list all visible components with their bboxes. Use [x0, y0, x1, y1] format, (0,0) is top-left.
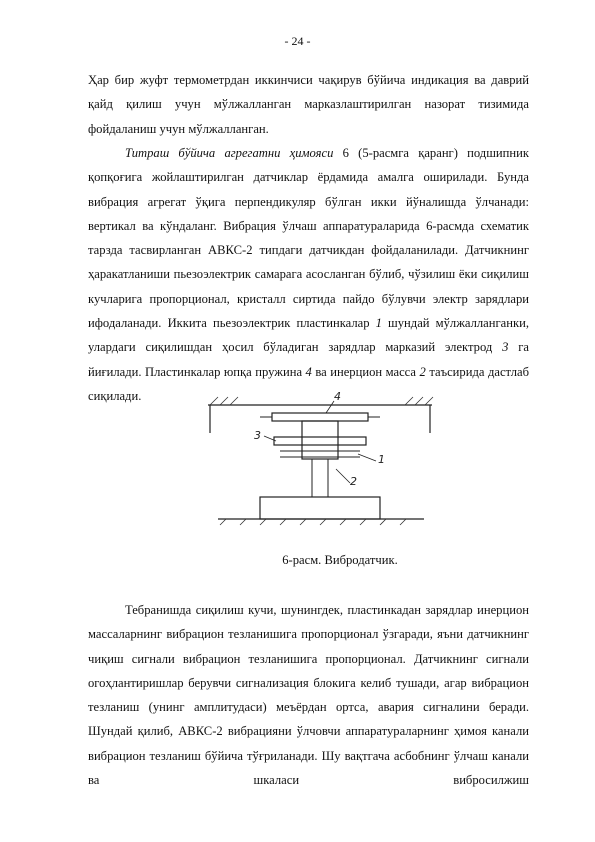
ref-number-3: 3 [502, 340, 509, 355]
ref-number-1: 1 [375, 316, 382, 331]
paragraph-1: Ҳар бир жуфт термометрдан иккинчиси чақирув бўйича индикация ва даврий қайд қилиш учун мўлжалланган марказлаштирилган назорат тизимида фойдаланиш учун мўлжалланган. [88, 73, 529, 136]
paragraph-2 [88, 141, 529, 408]
vibration-sensor-diagram [200, 391, 440, 531]
paragraph-2-text-a: 6 (5-расмга қаранг) подшипник қопқоғига жойлаштирилган датчиклар ёрдамида амалга оширилади. Бунда вибрация агрегат ўқига перпендикуляр бўлган икки йўналишда ўлчанади: вертикал ва кўндаланг. Вибрация ўлчаш аппаратураларида 6-расмда схематик тарзда тасвирланган АВКС-2 типдаги датчикдан фойдаланилади. Датчикнинг ҳаракатланиши пьезоэлектрик самарага асосланган бўлиб, чўзилиш ёки сиқилиш кучларига пропорционал, кристалл сиртида пайдо бўлувчи электр зарядлари ифодаланади. Иккита пьезоэлектрик пластинкалар [88, 146, 529, 331]
label-1: 1 [378, 453, 385, 466]
top-hatching [210, 397, 433, 405]
figure-caption: 6-расм. Вибродатчик. [282, 553, 398, 567]
label-4: 4 [334, 391, 341, 403]
paragraph-2-block [88, 141, 529, 408]
page-number: - 24 - [284, 34, 311, 48]
inertial-mass [302, 421, 338, 459]
paragraph-2-text-c: га йиғилади. Пластинкалар юпқа пружина [88, 340, 530, 379]
ref-number-4: 4 [305, 364, 312, 379]
paragraph-1-block [88, 68, 529, 141]
ref-number-2: 2 [419, 364, 426, 379]
paragraph-2-text-d: ва инерцион масса [311, 364, 420, 379]
label-2: 2 [350, 475, 357, 488]
italic-lead: Титраш бўйича агрегатни ҳимояси [125, 146, 334, 160]
paragraph-2-text-e: таъсирида дастлаб сиқилади. [88, 364, 529, 403]
base-block [260, 497, 380, 519]
label-3: 3 [254, 429, 261, 442]
paragraph-3: Тебранишда сиқилиш кучи, шунингдек, пластинкадан зарядлар инерцион массаларнинг вибрацион тезланишига пропорционал ўзгаради, яъни датчикнинг чиқиш сигнали вибрацион тезланишига пропорционал. Датчикнинг сигнали огоҳлантиришлар берувчи сигнализация блокига келиб тушади, агар вибрацион тезланиш (унинг амплитудаси) меъёрдан ортса, авария сигналини беради. Шундай қилиб, АВКС-2 вибрацияни ўлчовчи аппаратураларнинг ҳимоя канали вибрацион тезланиш бўйича тўғриланади. Шу вақтгача асбобнинг ўлчаш канали ва шкаласи вибросилжиш [88, 603, 529, 788]
paragraph-2-text-b: шундай мўлжалланганки, улардаги сиқилишдан ҳосил бўладиган зарядлар марказий электрод [88, 316, 530, 355]
central-electrode [274, 437, 366, 445]
spring-plate [272, 413, 368, 421]
paragraph-3-block [88, 598, 529, 792]
ground-hatching [220, 519, 406, 525]
